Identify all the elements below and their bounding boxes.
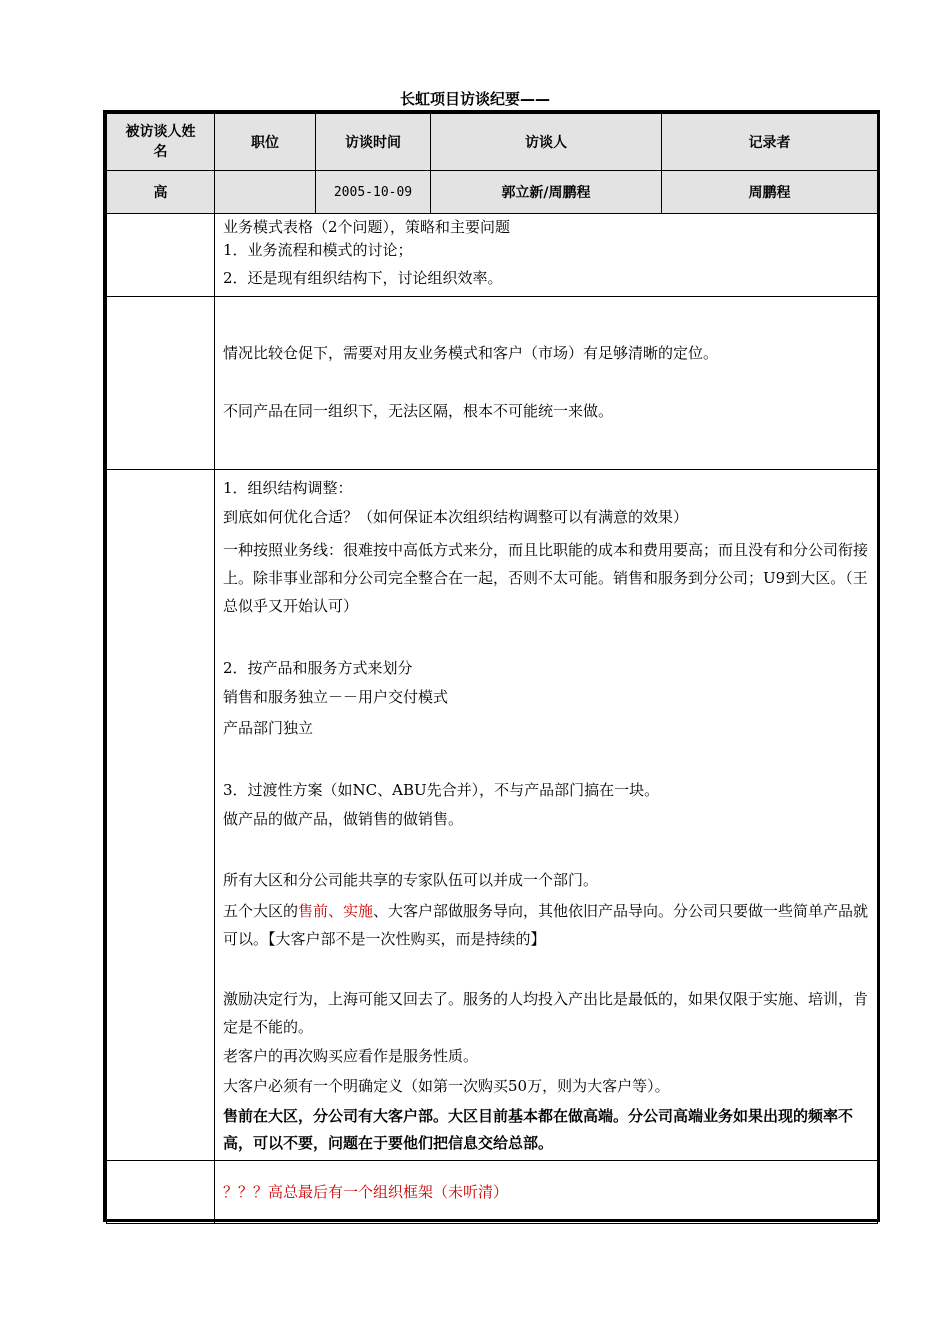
section-3-para-10-a: 五个大区的 xyxy=(223,902,299,920)
section-3-para-9: 所有大区和分公司能共享的专家队伍可以并成一个部门。 xyxy=(223,871,599,889)
section-2-line-2: 不同产品在同一组织下，无法区隔，根本不可能统一来做。 xyxy=(223,402,614,420)
section-1-label-cell xyxy=(107,214,215,297)
header-interviewer: 访谈人 xyxy=(431,114,662,171)
section-3-row xyxy=(107,470,878,1161)
section-1-line-1: 业务模式表格（2个问题），策略和主要问题 xyxy=(223,218,511,236)
section-3-para-1: 1．组织结构调整： xyxy=(223,479,353,497)
info-time: 2005-10-09 xyxy=(316,171,431,214)
section-3-para-11: 激励决定行为，上海可能又回去了。服务的人均投入产出比是最低的，如果仅限于实施、培训，肯定是不能的。 xyxy=(223,990,869,1036)
document-title: 长虹项目访谈纪要—— xyxy=(399,90,550,108)
header-row xyxy=(107,114,878,171)
section-3-para-10-c: 、大客户部做服务导向，其他依旧产品导向。分公司只要做一些简单产品就可以。【大客户部不是一次性购买，而是持续的】 xyxy=(223,902,869,948)
section-3-para-5: 销售和服务独立－－用户交付模式 xyxy=(223,688,449,706)
interview-table-frame xyxy=(103,110,880,1222)
section-3-para-14: 售前在大区，分公司有大客户部。大区目前基本都在做高端。分公司高端业务如果出现的频率不高，可以不要，问题在于要他们把信息交给总部。 xyxy=(223,1107,854,1152)
section-4-content xyxy=(215,1161,878,1224)
section-1-line-2: 1．业务流程和模式的讨论； xyxy=(223,241,413,259)
section-4-line-1: ？？？高总最后有一个组织框架（未听清） xyxy=(223,1183,509,1201)
section-1-line-3: 2．还是现有组织结构下，讨论组织效率。 xyxy=(223,269,503,287)
section-2-content xyxy=(215,297,878,470)
section-2-label-cell xyxy=(107,297,215,470)
section-3-para-12: 老客户的再次购买应看作是服务性质。 xyxy=(223,1047,479,1065)
info-interviewee: 高 xyxy=(107,171,215,214)
section-3-para-10-highlight: 售前、实施 xyxy=(298,902,374,920)
interview-table xyxy=(106,113,878,1224)
section-1-row xyxy=(107,214,878,297)
section-3-para-10 xyxy=(223,895,869,953)
section-2-line-1: 情况比较仓促下，需要对用友业务模式和客户（市场）有足够清晰的定位。 xyxy=(223,344,719,362)
header-position: 职位 xyxy=(215,114,316,171)
section-3-para-8: 做产品的做产品，做销售的做销售。 xyxy=(223,810,464,828)
section-4-row xyxy=(107,1161,878,1224)
info-recorder: 周鹏程 xyxy=(662,171,878,214)
section-3-para-3: 一种按照业务线：很难按中高低方式来分，而且比职能的成本和费用要高；而且没有和分公司衔接上。除非事业部和分公司完全整合在一起，否则不太可能。销售和服务到分公司；U9到大区。（王总似乎又开始认可） xyxy=(223,541,869,615)
section-3-para-13: 大客户必须有一个明确定义（如第一次购买50万，则为大客户等）。 xyxy=(223,1077,670,1095)
info-position xyxy=(215,171,316,214)
section-3-label-cell xyxy=(107,470,215,1161)
info-row xyxy=(107,171,878,214)
section-3-para-6: 产品部门独立 xyxy=(223,719,314,737)
header-interviewee: 被访谈人姓名 xyxy=(107,114,215,171)
section-3-para-7: 3．过渡性方案（如NC、ABU先合并），不与产品部门搞在一块。 xyxy=(223,781,660,799)
section-3-para-4: 2．按产品和服务方式来划分 xyxy=(223,659,413,677)
info-interviewer: 郭立新/周鹏程 xyxy=(431,171,662,214)
section-1-content xyxy=(215,214,878,297)
section-3-para-2: 到底如何优化合适？（如何保证本次组织结构调整可以有满意的效果） xyxy=(223,508,689,526)
section-2-row xyxy=(107,297,878,470)
header-recorder: 记录者 xyxy=(662,114,878,171)
section-3-content xyxy=(215,470,878,1161)
header-time: 访谈时间 xyxy=(316,114,431,171)
section-4-label-cell xyxy=(107,1161,215,1224)
